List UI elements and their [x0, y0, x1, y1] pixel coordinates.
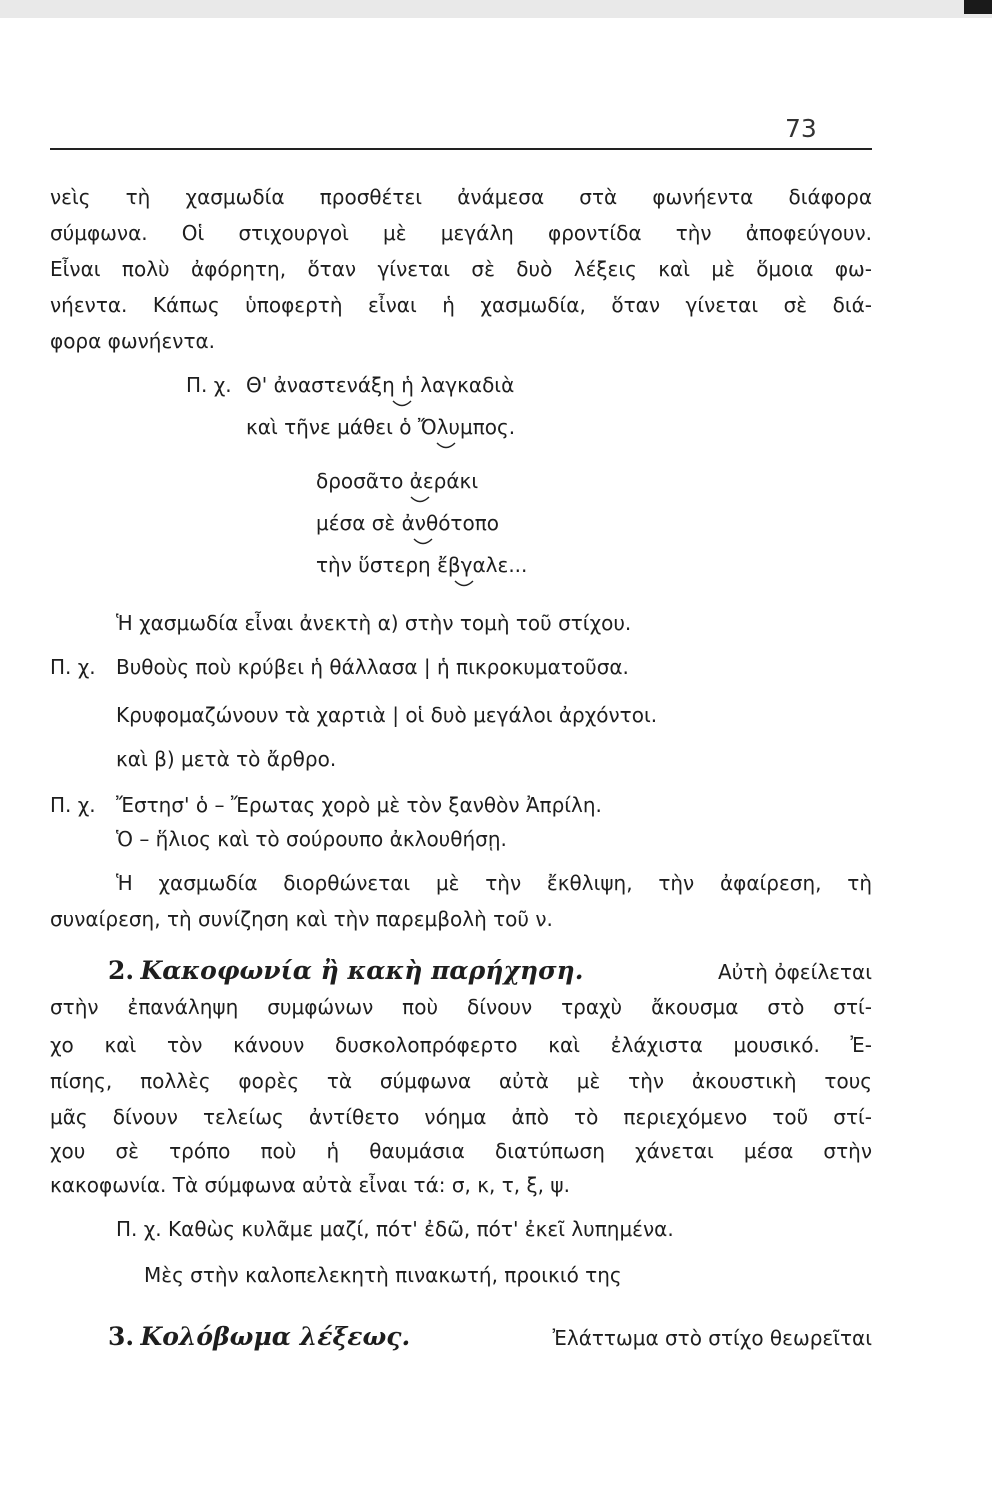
scan-top-edge	[0, 0, 992, 18]
paragraph-line: κακοφωνία. Τὰ σύμφωνα αὐτὰ εἶναι τά: σ, κ, τ, ξ, ψ.	[50, 1173, 570, 1197]
poem-line: καὶ τῆνε μάθει ὁ Ὄλυμπος.	[246, 415, 516, 439]
synizesis-tie	[413, 538, 433, 548]
poem-line: τὴν ὕστερη ἔβγαλε...	[316, 553, 528, 577]
paragraph-line: χο καὶ τὸν κάνουν δυσκολοπρόφερτο καὶ ἐλάχιστα μουσικό. Ἐ-	[50, 1033, 872, 1057]
paragraph-line: νεὶς τὴ χασμωδία προσθέτει ἀνάμεσα στὰ φωνήεντα διάφορα	[50, 185, 872, 209]
example-prefix: Π. χ.	[50, 793, 96, 817]
synizesis-tie	[410, 496, 430, 506]
paragraph-line: σύμφωνα. Οἱ στιχουργοὶ μὲ μεγάλη φροντίδα τὴν ἀποφεύγουν.	[50, 221, 872, 245]
example-line: Κρυφομαζώνουν τὰ χαρτιὰ | οἱ δυὸ μεγάλοι ἀρχόντοι.	[116, 703, 658, 727]
section-title: Κακοφωνία ἢ κακὴ παρήχηση.	[140, 956, 584, 985]
section-title: Κολόβωμα λέξεως.	[140, 1322, 411, 1351]
paragraph-line: φορα φωνήεντα.	[50, 329, 216, 353]
paragraph-line: νήεντα. Κάπως ὑποφερτὴ εἶναι ἡ χασμωδία, ὅταν γίνεται σὲ διά-	[50, 293, 872, 317]
section-2-heading-line	[108, 958, 872, 985]
section-3-heading-line	[108, 1324, 872, 1351]
synizesis-tie	[392, 400, 412, 410]
synizesis-tie	[454, 580, 474, 590]
example-line: Βυθοὺς ποὺ κρύβει ἡ θάλλασα | ἡ πικροκυματοῦσα.	[116, 655, 629, 679]
paragraph-line: καὶ β) μετὰ τὸ ἄρθρο.	[116, 747, 337, 771]
paragraph-line: πίσης, πολλὲς φορὲς τὰ σύμφωνα αὐτὰ μὲ τὴν ἀκουστικὴ τους	[50, 1069, 872, 1093]
example-line: Μὲς στὴν καλοπελεκητὴ πινακωτή, προικιό της	[144, 1263, 622, 1287]
page-number: 73	[785, 114, 817, 143]
poem-line: Θ' ἀναστενάξη ἡ λαγκαδιὰ	[246, 373, 515, 397]
paragraph-line: Ἡ χασμωδία διορθώνεται μὲ τὴν ἔκθλιψη, τὴν ἀφαίρεση, τὴ	[116, 871, 872, 895]
paragraph-line: μᾶς δίνουν τελείως ἀντίθετο νόημα ἀπὸ τὸ περιεχόμενο τοῦ στί-	[50, 1105, 872, 1129]
paragraph-line: συναίρεση, τὴ συνίζηση καὶ τὴν παρεμβολὴ τοῦ ν.	[50, 907, 553, 931]
scan-corner-mark	[964, 0, 992, 14]
example-prefix: Π. χ.	[186, 373, 232, 397]
section-first-text: Αὐτὴ ὀφείλεται	[718, 960, 872, 984]
paragraph-line: Εἶναι πολὺ ἀφόρητη, ὅταν γίνεται σὲ δυὸ λέξεις καὶ μὲ ὅμοια φω-	[50, 257, 872, 281]
example-line: Π. χ. Καθὼς κυλᾶμε μαζί, πότ' ἐδῶ, πότ' ἐκεῖ λυπημένα.	[116, 1217, 674, 1241]
example-line: Ὁ – ἥλιος καὶ τὸ σούρουπο ἀκλουθήσῃ.	[116, 827, 507, 851]
section-number: 3.	[108, 1322, 135, 1351]
synizesis-tie	[436, 442, 456, 452]
poem-line: δροσᾶτο ἀεράκι	[316, 469, 479, 493]
example-line: Ἔστησ' ὁ – Ἔρωτας χορὸ μὲ τὸν ξανθὸν Ἀπρίλη.	[116, 793, 602, 817]
header-rule	[50, 148, 872, 150]
section-first-text: Ἐλάττωμα στὸ στίχο θεωρεῖται	[552, 1326, 872, 1350]
poem-line: μέσα σὲ ἀνθότοπο	[316, 511, 499, 535]
example-prefix: Π. χ.	[50, 655, 96, 679]
section-number: 2.	[108, 956, 135, 985]
paragraph-line: Ἡ χασμωδία εἶναι ἀνεκτὴ α) στὴν τομὴ τοῦ στίχου.	[116, 611, 632, 635]
paragraph-line: στὴν ἐπανάληψη συμφώνων ποὺ δίνουν τραχὺ ἄκουσμα στὸ στί-	[50, 995, 872, 1019]
paragraph-line: χου σὲ τρόπο ποὺ ἡ θαυμάσια διατύπωση χάνεται μέσα στὴν	[50, 1139, 872, 1163]
